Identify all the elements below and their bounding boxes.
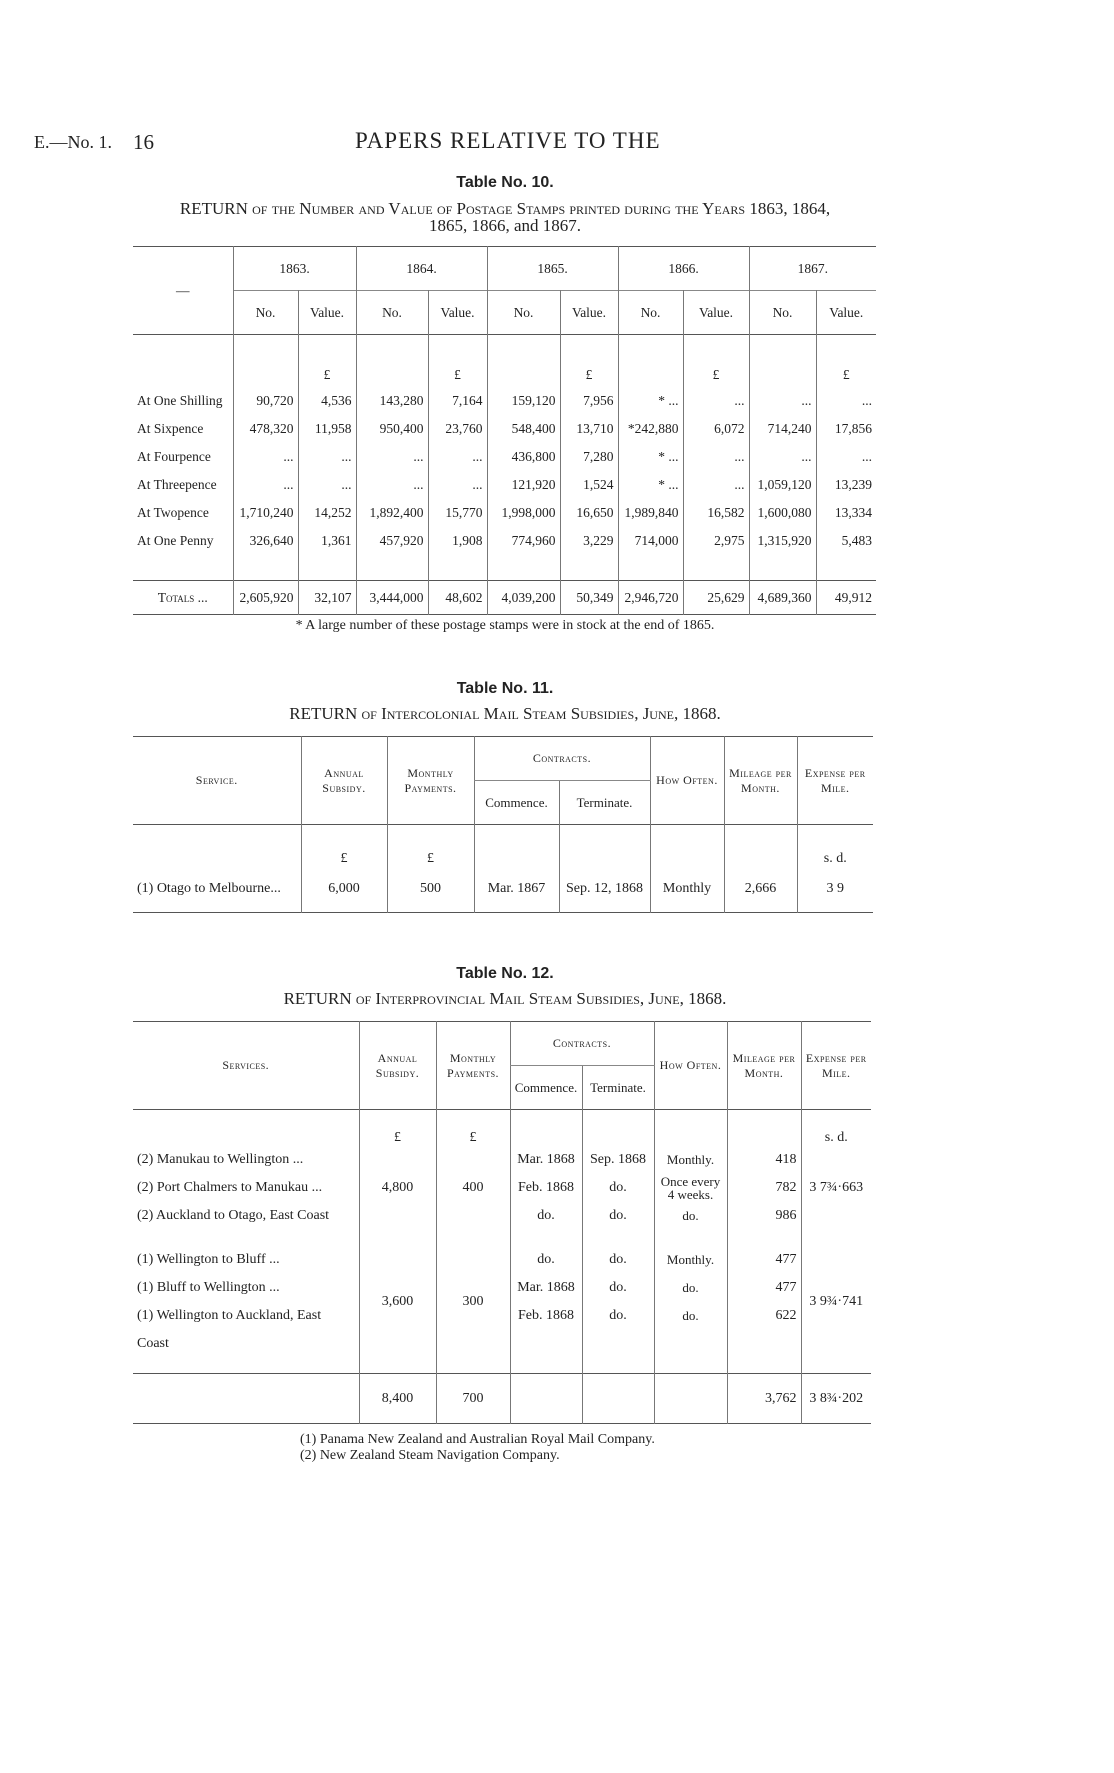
data-cell: 1,315,920 — [749, 527, 816, 555]
data-cell: * ... — [618, 471, 683, 499]
terminate-cell: do. — [582, 1246, 654, 1274]
col-value: Value. — [683, 291, 749, 335]
year-header: 1866. — [618, 247, 749, 291]
totals-row — [133, 581, 876, 615]
col-value: Value. — [298, 291, 356, 335]
table-row — [133, 443, 876, 471]
mileage-cell: 477 — [727, 1274, 801, 1302]
service-cell: (2) Auckland to Otago, East Coast — [137, 1207, 330, 1223]
group-monthly: 300 — [436, 1246, 510, 1358]
data-cell: ... — [816, 443, 876, 471]
data-cell: 7,956 — [560, 387, 618, 415]
data-cell: 1,989,840 — [618, 499, 683, 527]
mileage-cell: 477 — [727, 1246, 801, 1274]
table-row — [133, 527, 876, 555]
data-cell: ... — [298, 471, 356, 499]
unit-sd: s. d. — [801, 1110, 871, 1146]
row-label: At Twopence — [137, 504, 209, 520]
row-label: At Fourpence — [137, 448, 211, 464]
total-cell: 50,349 — [560, 581, 618, 615]
table-row — [133, 471, 876, 499]
total-monthly: 700 — [436, 1374, 510, 1424]
how-cell: Monthly. — [654, 1146, 727, 1174]
total-cell: 3,444,000 — [356, 581, 428, 615]
table-12-label: Table No. 12. — [456, 965, 554, 982]
data-cell: ... — [683, 443, 749, 471]
commence-header: Commence. — [510, 1066, 582, 1110]
data-cell: 11,958 — [298, 415, 356, 443]
unit-pound: £ — [816, 335, 876, 387]
data-cell: ... — [356, 443, 428, 471]
mileage-cell: 622 — [727, 1302, 801, 1330]
data-cell: 326,640 — [233, 527, 298, 555]
table-row — [133, 387, 876, 415]
row-label: At Sixpence — [137, 420, 204, 436]
total-cell: 49,912 — [816, 581, 876, 615]
expense-header: Expense per Mile. — [797, 737, 873, 825]
table-12 — [133, 1021, 871, 1424]
data-cell: 1,998,000 — [487, 499, 560, 527]
data-cell: 23,760 — [428, 415, 487, 443]
total-mileage: 3,762 — [727, 1374, 801, 1424]
data-cell: 1,524 — [560, 471, 618, 499]
annual-subsidy-header: Annual Subsidy. — [359, 1022, 436, 1110]
how-often-header: How Often. — [654, 1022, 727, 1110]
annual-cell: 6,000 — [301, 867, 387, 913]
document-reference: E.—No. 1. — [34, 132, 112, 152]
commence-cell: Mar. 1867 — [474, 867, 559, 913]
how-cell: do. — [654, 1302, 727, 1330]
data-cell: 1,361 — [298, 527, 356, 555]
expense-header: Expense per Mile. — [801, 1022, 871, 1110]
row-label: At One Shilling — [137, 392, 223, 408]
total-cell: 4,039,200 — [487, 581, 560, 615]
data-cell: 16,650 — [560, 499, 618, 527]
data-cell: 4,536 — [298, 387, 356, 415]
table-10-corner: — — [176, 282, 190, 298]
table-10-title: RETURN of the Number and Value of Postage Stamps printed during the Years 1863, 1864, — [179, 199, 831, 218]
data-cell: 14,252 — [298, 499, 356, 527]
data-cell: 1,892,400 — [356, 499, 428, 527]
col-value: Value. — [816, 291, 876, 335]
data-cell: *242,880 — [618, 415, 683, 443]
col-value: Value. — [560, 291, 618, 335]
data-cell: ... — [233, 471, 298, 499]
service-cell: (1) Wellington to Auckland, East — [137, 1307, 322, 1323]
monthly-payments-header: Monthly Payments. — [387, 737, 474, 825]
terminate-cell: do. — [582, 1202, 654, 1230]
how-cell — [654, 1330, 727, 1358]
col-no: No. — [233, 291, 298, 335]
data-cell: ... — [749, 443, 816, 471]
mileage-cell — [727, 1330, 801, 1358]
unit-pound: £ — [301, 825, 387, 867]
data-cell: 714,000 — [618, 527, 683, 555]
commence-header: Commence. — [474, 781, 559, 825]
data-cell: * ... — [618, 443, 683, 471]
group-expense: 3 7¾·663 — [801, 1146, 871, 1230]
service-cell: Coast — [137, 1335, 169, 1351]
data-cell: ... — [298, 443, 356, 471]
data-cell: 548,400 — [487, 415, 560, 443]
group-expense: 3 9¾·741 — [801, 1246, 871, 1358]
unit-pound: £ — [387, 825, 474, 867]
year-header: 1864. — [356, 247, 487, 291]
data-cell: ... — [428, 443, 487, 471]
monthly-cell: 500 — [387, 867, 474, 913]
data-cell: 159,120 — [487, 387, 560, 415]
unit-sd: s. d. — [797, 825, 873, 867]
table-row — [133, 415, 876, 443]
service-header: Service. — [195, 773, 238, 787]
data-cell: 17,856 — [816, 415, 876, 443]
year-header: 1863. — [233, 247, 356, 291]
page-title: PAPERS RELATIVE TO THE — [355, 128, 661, 153]
data-cell: 457,920 — [356, 527, 428, 555]
how-cell: Once every 4 weeks. — [654, 1174, 727, 1202]
mileage-header: Mileage per Month. — [724, 737, 797, 825]
data-cell: 121,920 — [487, 471, 560, 499]
table-row — [133, 1146, 871, 1174]
mileage-cell: 418 — [727, 1146, 801, 1174]
data-cell: 13,710 — [560, 415, 618, 443]
commence-cell: do. — [510, 1246, 582, 1274]
col-no: No. — [749, 291, 816, 335]
data-cell: 13,239 — [816, 471, 876, 499]
commence-cell — [510, 1330, 582, 1358]
how-cell: Monthly — [650, 867, 724, 913]
note-1: (1) Panama New Zealand and Australian Royal Mail Company. — [300, 1432, 655, 1447]
table-11-label: Table No. 11. — [456, 680, 554, 697]
data-cell: 436,800 — [487, 443, 560, 471]
commence-cell: Mar. 1868 — [510, 1146, 582, 1174]
service-cell: (2) Manukau to Wellington ... — [137, 1151, 304, 1167]
terminate-cell: do. — [582, 1174, 654, 1202]
how-often-header: How Often. — [650, 737, 724, 825]
table-10-label: Table No. 10. — [456, 174, 554, 191]
data-cell: 16,582 — [683, 499, 749, 527]
total-annual: 8,400 — [359, 1374, 436, 1424]
how-cell: do. — [654, 1202, 727, 1230]
data-cell: ... — [816, 387, 876, 415]
unit-pound: £ — [428, 335, 487, 387]
table-row — [133, 867, 873, 913]
how-cell: Monthly. — [654, 1246, 727, 1274]
data-cell: 1,600,080 — [749, 499, 816, 527]
mileage-cell: 782 — [727, 1174, 801, 1202]
data-cell: 143,280 — [356, 387, 428, 415]
data-cell: 3,229 — [560, 527, 618, 555]
service-cell: (2) Port Chalmers to Manukau ... — [137, 1179, 323, 1195]
data-cell: 7,164 — [428, 387, 487, 415]
how-cell: do. — [654, 1274, 727, 1302]
note-2: (2) New Zealand Steam Navigation Company. — [300, 1448, 560, 1463]
data-cell: ... — [356, 471, 428, 499]
data-cell: 6,072 — [683, 415, 749, 443]
row-label: At Threepence — [137, 476, 217, 492]
data-cell: ... — [428, 471, 487, 499]
unit-pound: £ — [436, 1110, 510, 1146]
totals-row — [133, 1374, 871, 1424]
contracts-header: Contracts. — [474, 737, 650, 781]
data-cell: 774,960 — [487, 527, 560, 555]
data-cell: 2,975 — [683, 527, 749, 555]
terminate-header: Terminate. — [559, 781, 650, 825]
row-label: At One Penny — [137, 532, 214, 548]
data-cell: 15,770 — [428, 499, 487, 527]
data-cell: 478,320 — [233, 415, 298, 443]
unit-pound: £ — [560, 335, 618, 387]
data-cell: ... — [683, 387, 749, 415]
col-no: No. — [356, 291, 428, 335]
terminate-cell: Sep. 12, 1868 — [559, 867, 650, 913]
table-12-title: RETURN of Interprovincial Mail Steam Subsidies, June, 1868. — [283, 989, 727, 1008]
mileage-header: Mileage per Month. — [727, 1022, 801, 1110]
expense-cell: 3 9 — [797, 867, 873, 913]
commence-cell: do. — [510, 1202, 582, 1230]
contracts-header: Contracts. — [510, 1022, 654, 1066]
terminate-cell: do. — [582, 1302, 654, 1330]
data-cell: ... — [233, 443, 298, 471]
services-header: Services. — [222, 1058, 270, 1072]
col-no: No. — [618, 291, 683, 335]
page-number: 16 — [133, 130, 154, 154]
data-cell: 90,720 — [233, 387, 298, 415]
table-10-title-cont: 1865, 1866, and 1867. — [428, 216, 582, 235]
data-cell: 1,710,240 — [233, 499, 298, 527]
total-cell: 25,629 — [683, 581, 749, 615]
total-cell: 2,605,920 — [233, 581, 298, 615]
total-cell: 48,602 — [428, 581, 487, 615]
terminate-cell — [582, 1330, 654, 1358]
terminate-cell: do. — [582, 1274, 654, 1302]
data-cell: ... — [749, 387, 816, 415]
data-cell: ... — [683, 471, 749, 499]
year-header: 1865. — [487, 247, 618, 291]
service-cell: (1) Wellington to Bluff ... — [137, 1251, 280, 1267]
unit-pound: £ — [359, 1110, 436, 1146]
total-cell: 32,107 — [298, 581, 356, 615]
data-cell: 5,483 — [816, 527, 876, 555]
data-cell: * ... — [618, 387, 683, 415]
commence-cell: Feb. 1868 — [510, 1174, 582, 1202]
total-cell: 2,946,720 — [618, 581, 683, 615]
data-cell: 13,334 — [816, 499, 876, 527]
total-expense: 3 8¾·202 — [801, 1374, 871, 1424]
terminate-header: Terminate. — [582, 1066, 654, 1110]
commence-cell: Mar. 1868 — [510, 1274, 582, 1302]
unit-pound: £ — [298, 335, 356, 387]
group-annual: 3,600 — [359, 1246, 436, 1358]
data-cell: 7,280 — [560, 443, 618, 471]
total-cell: 4,689,360 — [749, 581, 816, 615]
terminate-cell: Sep. 1868 — [582, 1146, 654, 1174]
commence-cell: Feb. 1868 — [510, 1302, 582, 1330]
table-11-title: RETURN of Intercolonial Mail Steam Subsidies, June, 1868. — [289, 704, 721, 723]
unit-pound: £ — [683, 335, 749, 387]
annual-subsidy-header: Annual Subsidy. — [301, 737, 387, 825]
data-cell: 950,400 — [356, 415, 428, 443]
table-12-notes — [300, 1432, 655, 1464]
table-10-footnote: * A large number of these postage stamps were in stock at the end of 1865. — [295, 618, 715, 633]
table-10 — [133, 246, 876, 615]
table-11 — [133, 736, 873, 913]
totals-label: Totals ... — [157, 589, 208, 605]
table-row — [133, 499, 876, 527]
data-cell: 1,059,120 — [749, 471, 816, 499]
data-cell: 1,908 — [428, 527, 487, 555]
mileage-cell: 986 — [727, 1202, 801, 1230]
group-monthly: 400 — [436, 1146, 510, 1230]
mileage-cell: 2,666 — [724, 867, 797, 913]
service-cell: (1) Otago to Melbourne... — [137, 881, 281, 897]
year-header: 1867. — [749, 247, 876, 291]
monthly-payments-header: Monthly Payments. — [436, 1022, 510, 1110]
data-cell: 714,240 — [749, 415, 816, 443]
table-row — [133, 1246, 871, 1274]
group-annual: 4,800 — [359, 1146, 436, 1230]
col-value: Value. — [428, 291, 487, 335]
service-cell: (1) Bluff to Wellington ... — [137, 1279, 280, 1295]
col-no: No. — [487, 291, 560, 335]
